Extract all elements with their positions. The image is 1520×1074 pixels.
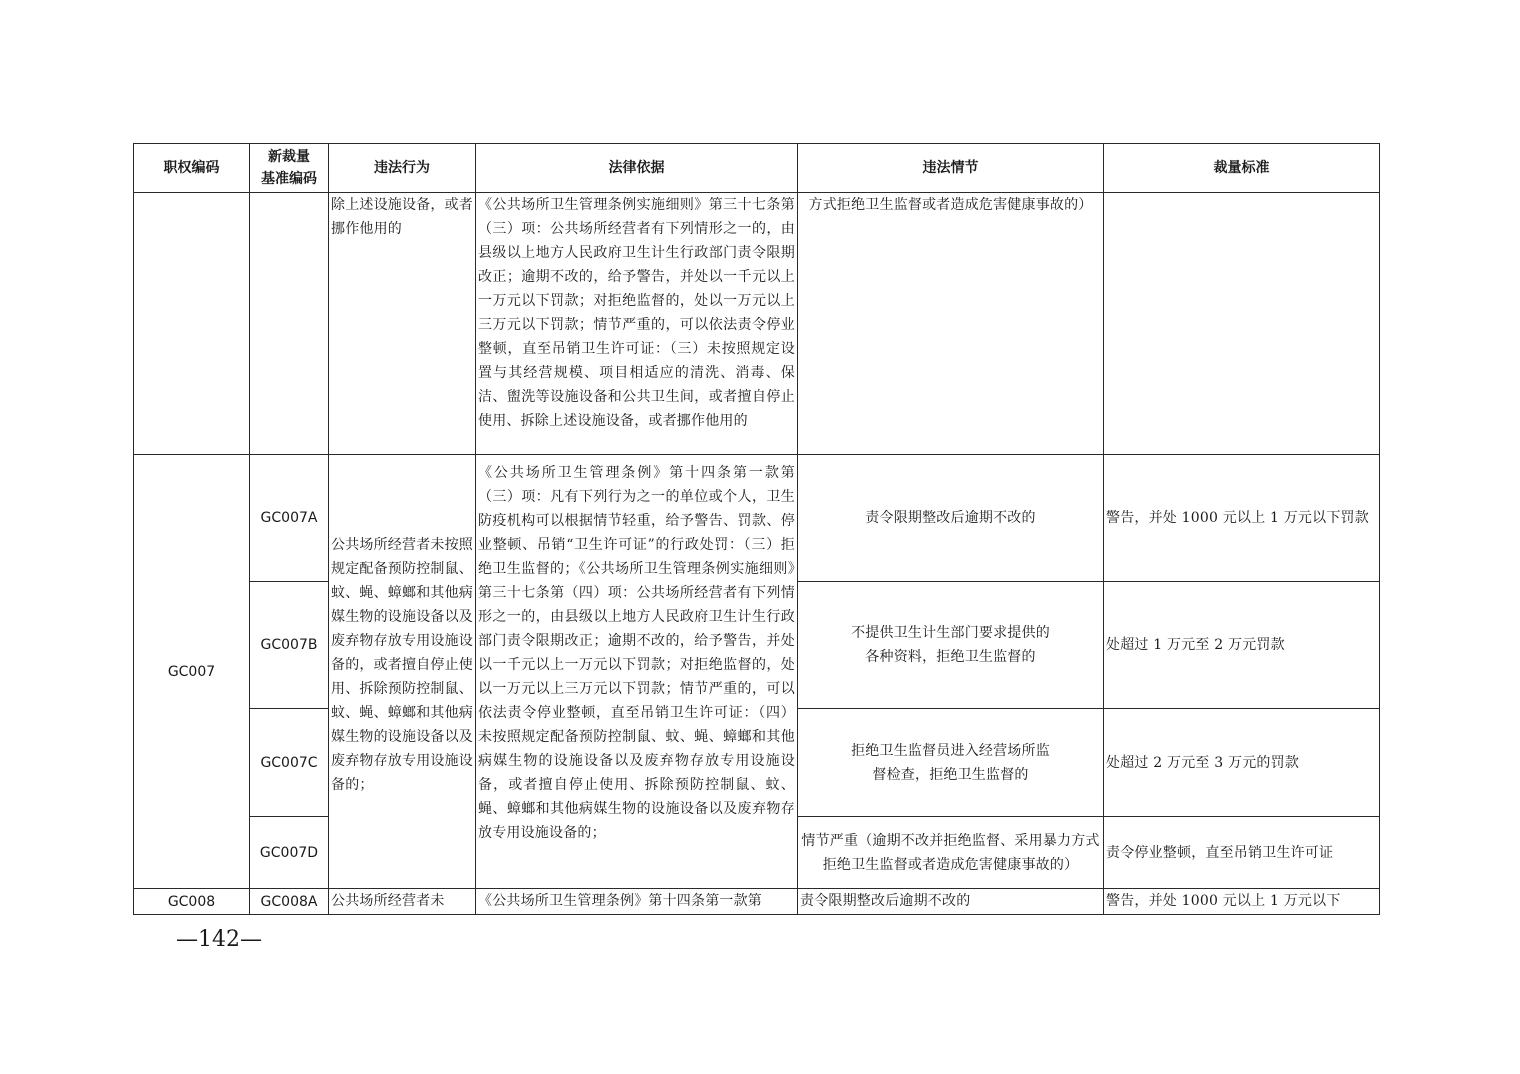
header-new-code-line2: 基准编码 bbox=[261, 171, 317, 187]
cont-circumstance: 方式拒绝卫生监督或者造成危害健康事故的） bbox=[798, 193, 1104, 455]
gc007b-code: GC007B bbox=[250, 582, 329, 709]
gc007d-standard: 责令停业整顿，直至吊销卫生许可证 bbox=[1104, 817, 1380, 889]
gc007c-circumstance: 拒绝卫生监督员进入经营场所监督检查，拒绝卫生监督的 bbox=[798, 709, 1104, 817]
table-row-continued bbox=[134, 193, 1380, 455]
gc007a-code: GC007A bbox=[250, 455, 329, 582]
gc007b-standard: 处超过 1 万元至 2 万元罚款 bbox=[1104, 582, 1380, 709]
header-new-code bbox=[250, 144, 329, 193]
gc008-legal-basis: 《公共场所卫生管理条例》第十四条第一款第 bbox=[476, 889, 798, 915]
gc008-violation: 公共场所经营者未 bbox=[329, 889, 476, 915]
table-row-gc007a bbox=[134, 455, 1380, 582]
gc007a-circumstance: 责令限期整改后逾期不改的 bbox=[798, 455, 1104, 582]
cont-violation: 除上述设施设备，或者挪作他用的 bbox=[329, 193, 476, 455]
header-legal-basis: 法律依据 bbox=[476, 144, 798, 193]
header-standard: 裁量标准 bbox=[1104, 144, 1380, 193]
header-circumstance: 违法情节 bbox=[798, 144, 1104, 193]
cont-standard bbox=[1104, 193, 1380, 455]
gc007d-code: GC007D bbox=[250, 817, 329, 889]
gc008a-standard: 警告，并处 1000 元以上 1 万元以下 bbox=[1104, 889, 1380, 915]
gc007-legal-basis: 《公共场所卫生管理条例》第十四条第一款第（三）项：凡有下列行为之一的单位或个人，卫生防疫机构可以根据情节轻重，给予警告、罚款、停业整顿、吊销“卫生许可证”的行政处罚：（三）拒绝卫生监督的；《公共场所卫生管理条例实施细则》第三十七条第（四）项：公共场所经营者有下列情形之一的，由县级以上地方人民政府卫生计生行政部门责令限期改正；逾期不改的，给予警告，并处以一千元以上一万元以下罚款；对拒绝监督的，处以一万元以上三万元以下罚款；情节严重的，可以依法责令停业整顿，直至吊销卫生许可证：（四）未按照规定配备预防控制鼠、蚊、蝇、蟑螂和其他病媒生物的设施设备以及废弃物存放专用设施设备，或者擅自停止使用、拆除预防控制鼠、蚊、蝇、蟑螂和其他病媒生物的设施设备以及废弃物存放专用设施设备的； bbox=[476, 455, 798, 889]
gc008a-code: GC008A bbox=[250, 889, 329, 915]
penalty-standards-table bbox=[133, 143, 1380, 915]
gc008-code: GC008 bbox=[134, 889, 250, 915]
cont-new-code bbox=[250, 193, 329, 455]
gc007c-standard: 处超过 2 万元至 3 万元的罚款 bbox=[1104, 709, 1380, 817]
gc008a-circumstance: 责令限期整改后逾期不改的 bbox=[798, 889, 1104, 915]
gc007a-standard: 警告，并处 1000 元以上 1 万元以下罚款 bbox=[1104, 455, 1380, 582]
header-new-code-line1: 新裁量 bbox=[268, 149, 310, 165]
header-violation: 违法行为 bbox=[329, 144, 476, 193]
table-header-row bbox=[134, 144, 1380, 193]
gc007-violation: 公共场所经营者未按照规定配备预防控制鼠、蚊、蝇、蟑螂和其他病媒生物的设施设备以及废弃物存放专用设施设备的，或者擅自停止使用、拆除预防控制鼠、蚊、蝇、蟑螂和其他病媒生物的设施设备以及废弃物存放专用设施设备的； bbox=[329, 455, 476, 889]
table-row-gc008a bbox=[134, 889, 1380, 915]
gc007-code: GC007 bbox=[134, 455, 250, 889]
cont-legal-basis: 《公共场所卫生管理条例实施细则》第三十七条第（三）项：公共场所经营者有下列情形之一的，由县级以上地方人民政府卫生计生行政部门责令限期改正；逾期不改的，给予警告，并处以一千元以上一万元以下罚款；对拒绝监督的，处以一万元以上三万元以下罚款；情节严重的，可以依法责令停业整顿，直至吊销卫生许可证：（三）未按照规定设置与其经营规模、项目相适应的清洗、消毒、保洁、盥洗等设施设备和公共卫生间，或者擅自停止使用、拆除上述设施设备，或者挪作他用的 bbox=[476, 193, 798, 455]
gc007c-code: GC007C bbox=[250, 709, 329, 817]
gc007b-circumstance: 不提供卫生计生部门要求提供的各种资料，拒绝卫生监督的 bbox=[798, 582, 1104, 709]
gc007d-circumstance: 情节严重（逾期不改并拒绝监督、采用暴力方式拒绝卫生监督或者造成危害健康事故的） bbox=[798, 817, 1104, 889]
cont-authority-code bbox=[134, 193, 250, 455]
header-authority-code: 职权编码 bbox=[134, 144, 250, 193]
page-number: —142— bbox=[176, 927, 262, 952]
